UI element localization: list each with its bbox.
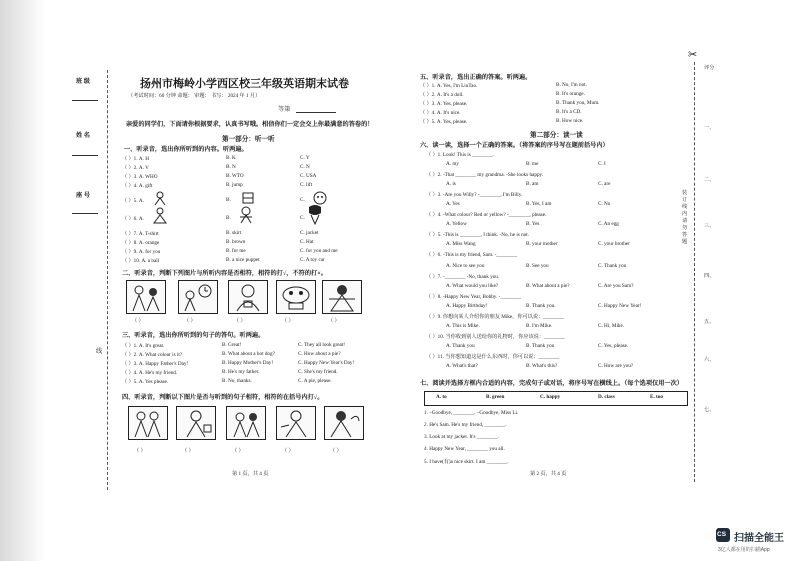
- q7-option-c: C. happy: [540, 394, 561, 400]
- q1-opt-c: C. Hat: [300, 239, 314, 245]
- q1-item-3: （ ）3. A. WHO: [122, 174, 158, 180]
- q1-opt-b: B. for me: [226, 248, 246, 254]
- q1-opt-c: C. USA: [300, 173, 317, 179]
- q1-opt-c: C. for you and me: [300, 248, 338, 254]
- exam-subtitle: （考试时间：60 分钟 命题： 审题： 书写： 2024 年 1 月）: [128, 93, 261, 99]
- q1-opt-b: B. K: [226, 155, 236, 161]
- q6-opt-a: A. Yes: [446, 201, 460, 207]
- q6-question-2: （ ）2. -That ________ my grandma. -She looks happy.: [426, 172, 544, 178]
- q4-picture-5: [324, 406, 364, 440]
- q1-item-4: （ ）4. A. gift: [122, 183, 153, 189]
- q7-option-d: D. class: [598, 394, 615, 400]
- q2-picture-4: [276, 280, 316, 314]
- q3-item-5: （ ）5. A. Yes please.: [122, 379, 169, 385]
- q1-opt-a: （ ）1. A. H: [122, 156, 149, 162]
- q6-opt-b: B. Thank you: [526, 343, 555, 349]
- q2-picture-2: [178, 280, 218, 314]
- q7-sentence-3: 3. Look at my jacket. It's ________.: [424, 434, 499, 440]
- sketch-icon: [152, 190, 168, 206]
- q1-item-6: （ ）6. A.: [122, 216, 144, 222]
- q1-opt-b: B.: [226, 197, 231, 203]
- q3-opt-b: B. He's my father.: [222, 369, 260, 375]
- q3-item-1: （ ）1. A. It's great.: [122, 343, 165, 349]
- q6-question-1: （ ）1. Look! This is ________.: [426, 152, 495, 158]
- q7-sentence-4: 4. Happy New Year, ________ you all.: [424, 446, 505, 452]
- q6-opt-a: A. Miss Wang: [446, 241, 476, 247]
- q3-item-3: （ ）3. A. Happy Father's Day!: [122, 361, 189, 367]
- q1-opt-b: B. WTO: [226, 173, 244, 179]
- scanner-badge: CS: [717, 531, 727, 538]
- q4-picture-3: [226, 406, 266, 440]
- score-label: 等第: [278, 106, 291, 113]
- q6-question-8: （ ）8. -Happy New Year, Bobby. -________: [426, 294, 522, 300]
- q2-answer-blank-1[interactable]: （ ）: [132, 318, 144, 324]
- q4-picture-4: [276, 406, 316, 440]
- q7-option-a: A. to: [436, 394, 447, 400]
- q1-opt-b: B. a nice puppet: [226, 257, 260, 263]
- q2-answer-blank-5[interactable]: （ ）: [328, 318, 340, 324]
- q6-instruction: 六、读一读，选择一个正确的答案。（将答案的序号写在题前括号内）: [420, 142, 609, 149]
- class-label: 班 级: [76, 78, 90, 85]
- score-heading: 评分: [704, 65, 715, 71]
- q6-opt-c: C. No: [598, 201, 611, 207]
- q6-opt-a: A. What's that?: [446, 363, 478, 369]
- q1-instruction: 一、听录音，选出你所听到的内容。听两遍。: [124, 146, 248, 153]
- part1-heading: 第一部分：听一听: [222, 136, 275, 143]
- q4-instruction: 四、听录音，判断以下图片是否与听到的句子相符，相符的在括号内打√。: [122, 394, 324, 401]
- q1-opt-c: C.: [300, 197, 305, 203]
- q6-question-4: （ ）4. -What colour? Red or yellow? -________, please.: [426, 212, 547, 218]
- q2-answer-blank-4[interactable]: （ ）: [282, 318, 294, 324]
- q3-opt-b: B. What about a hot dog?: [222, 351, 275, 357]
- class-blank: [72, 100, 98, 101]
- q6-question-11: （ ）11. 当你想知道这是什么东西时，你可以说：________: [426, 354, 560, 360]
- q1-item-5: （ ）5. A.: [122, 198, 144, 204]
- q4-answer-blank-4[interactable]: （ ）: [282, 448, 294, 454]
- scanner-name: 扫描全能王: [734, 533, 784, 544]
- q5-item-4: （ ）4. A. It's nice.: [420, 110, 461, 116]
- q6-opt-a: A. my: [446, 161, 459, 167]
- score-blank[interactable]: [296, 112, 336, 113]
- name-label: 姓 名: [76, 132, 90, 139]
- q2-answer-blank-2[interactable]: （ ）: [184, 318, 196, 324]
- page1-footer: 第 1 页，共 4 页: [232, 471, 269, 477]
- q7-option-b: B. green: [486, 394, 505, 400]
- q6-opt-b: B. your mother: [526, 241, 558, 247]
- q3-item-4: （ ）4. A. He's my friend.: [122, 370, 178, 376]
- q4-answer-blank-5[interactable]: （ ）: [330, 448, 342, 454]
- q6-opt-b: B. I'm Mike.: [526, 323, 553, 329]
- q6-opt-a: A. Yellow: [446, 221, 467, 227]
- q6-opt-a: A. What would you like?: [446, 283, 499, 289]
- intro-text: 亲爱的同学们，下面请你根据要求，认真书写哦。相信你们一定会交上你最满意的答卷的！: [126, 121, 374, 128]
- q5-opt-b: B. It's a CD.: [556, 109, 582, 115]
- q6-opt-b: B. Yes: [526, 221, 540, 227]
- q5-item-3: （ ）3. A. Yes, please.: [420, 101, 468, 107]
- q6-opt-a: A. Thank you: [446, 343, 475, 349]
- score-row-2: 二、: [704, 177, 715, 183]
- q6-opt-c: C. Happy New Year!: [598, 303, 642, 309]
- q6-opt-c: C. your brother: [598, 241, 630, 247]
- score-row-4: 四、: [704, 273, 715, 279]
- q1-opt-b: B.: [226, 215, 231, 221]
- scanner-tagline: 3亿人都在用的扫描App: [718, 547, 770, 553]
- q4-answer-blank-3[interactable]: （ ）: [232, 448, 244, 454]
- q4-answer-blank-2[interactable]: （ ）: [182, 448, 194, 454]
- q6-question-7: （ ）7. -________ -No, thank you.: [426, 274, 500, 280]
- q2-picture-3: [228, 280, 268, 314]
- score-row-7: 七、: [704, 407, 715, 413]
- seat-label: 座 号: [76, 192, 90, 199]
- q7-sentence-1: 1. –Goodbye, ________. –Goodbye, Miss Li.: [424, 410, 519, 416]
- score-row-6: 六、: [704, 357, 715, 363]
- fold-char: 线: [96, 348, 103, 355]
- q1-opt-c: C.: [300, 215, 305, 221]
- q1-item-7: （ ）7. A. T-shirt: [122, 231, 159, 237]
- q3-opt-b: B. Great!: [222, 342, 242, 348]
- part2-heading: 第二部分：读一读: [530, 132, 583, 139]
- q4-picture-2: [176, 406, 216, 440]
- q3-opt-c: C. A pie, please.: [298, 378, 332, 384]
- fold-line-left: [107, 70, 108, 490]
- q6-opt-c: C. are: [598, 181, 611, 187]
- q6-opt-c: C. Yes, please.: [598, 343, 629, 349]
- seat-blank: [72, 213, 98, 214]
- q6-opt-c: C. Thank you: [598, 263, 627, 269]
- scanner-watermark: [716, 528, 792, 558]
- q3-opt-c: C. She's my friend.: [298, 369, 338, 375]
- q6-question-9: （ ）9. 你想向某人介绍你的朋友 Mike，你可以说：________: [426, 314, 565, 320]
- q6-opt-a: A. This is Mike.: [446, 323, 480, 329]
- q6-opt-a: A. is: [446, 181, 456, 187]
- q3-opt-c: C. Happy New Year's Day!: [298, 360, 355, 366]
- scan-shadow: [0, 0, 46, 561]
- q5-item-1: （ ）1. A. Yes, I'm LiuTao.: [420, 83, 478, 89]
- q1-opt-b: B. skirt: [226, 230, 242, 236]
- q1-opt-b: B. N: [226, 164, 236, 170]
- q5-instruction: 五、听录音，选出正确的答案。听两遍。: [420, 74, 532, 81]
- q1-item-1: [122, 155, 149, 162]
- q1-opt-b: B. brown: [226, 239, 246, 245]
- q1-item-10: （ ）10. A. a ball: [122, 258, 160, 264]
- q1-item-9: （ ）9. A. for you: [122, 249, 161, 255]
- sketch-icon: [236, 205, 256, 225]
- q6-opt-b: B. am: [526, 181, 539, 187]
- q2-picture-5: [322, 280, 362, 314]
- score-row-5: 五、: [704, 319, 715, 325]
- q1-opt-c: C. lift: [300, 182, 313, 188]
- scissors-icon: ✂: [688, 49, 698, 61]
- q7-sentence-5: 5. I have(有)a nice skirt. I am ________.: [424, 459, 509, 465]
- q1-opt-b: B. jump: [226, 182, 243, 188]
- q6-opt-b: B. Thank you.: [526, 303, 556, 309]
- page2-footer: 第 2 页，共 4 页: [530, 471, 567, 477]
- q3-item-2: （ ）2. A. What colour is it?: [122, 352, 183, 358]
- q6-opt-a: A. Nice to see you: [446, 263, 485, 269]
- q4-answer-blank-1[interactable]: （ ）: [134, 448, 146, 454]
- q3-opt-c: C. They all look great!: [298, 342, 346, 348]
- q1-opt-c: C. N: [300, 164, 310, 170]
- q3-opt-b: B. No, thanks.: [222, 378, 252, 384]
- q6-opt-c: C. How are you?: [598, 363, 634, 369]
- q5-item-5: （ ）5. A. Yes, please.: [420, 119, 468, 125]
- q5-opt-b: B. It's orange.: [556, 91, 585, 97]
- q6-opt-c: C. Are you Sam?: [598, 283, 634, 289]
- q1-opt-c: C. Y: [300, 155, 310, 161]
- q7-instruction: 七、阅读并选择方框内合适的内容，完成句子或对话，将序号写在横线上。（每个选项仅用一次）: [420, 380, 683, 387]
- q5-opt-b: B. How nice.: [556, 118, 584, 124]
- q5-item-2: （ ）2. A. It's a doll.: [420, 92, 464, 98]
- q6-opt-b: B. What's this?: [526, 363, 558, 369]
- q6-opt-b: B. What about a pie?: [526, 283, 570, 289]
- q6-opt-b: B. See you: [526, 263, 549, 269]
- q6-question-6: （ ）6. -This is my friend, Sam. -________: [426, 252, 518, 258]
- q1-opt-c: C. jacket: [300, 230, 319, 236]
- q6-opt-a: A. Happy Birthday!: [446, 303, 488, 309]
- q3-opt-c: C. How about a pie?: [298, 351, 341, 357]
- score-row-3: 三、: [704, 223, 715, 229]
- q6-opt-b: B. me: [526, 161, 539, 167]
- q1-item-2: （ ）2. A. V: [122, 165, 149, 171]
- sketch-icon: [240, 190, 256, 206]
- binding-warning: 装订线内请勿答题: [682, 190, 688, 245]
- q1-opt-c: C. A toy car: [300, 257, 325, 263]
- q7-option-e: E. too: [650, 394, 663, 400]
- q5-opt-b: B. No, I'm not.: [556, 82, 587, 88]
- sketch-icon: [150, 206, 170, 224]
- q2-picture-1: [126, 280, 166, 314]
- q1-item-8: （ ）8. A. orange: [122, 240, 160, 246]
- q2-answer-blank-3[interactable]: （ ）: [234, 318, 246, 324]
- sketch-icon: [306, 203, 324, 225]
- q4-picture-1: [128, 406, 168, 440]
- q6-opt-c: C. I: [598, 161, 606, 167]
- q6-question-5: （ ）5. -This is ________, I think. -No, he is not.: [426, 232, 530, 238]
- q5-opt-b: B. Thank you, Mum.: [556, 100, 600, 106]
- q6-opt-b: B. Yes, I am: [526, 201, 552, 207]
- name-blank: [72, 155, 98, 156]
- exam-title: 扬州市梅岭小学西区校三年级英语期末试卷: [140, 78, 349, 90]
- q3-instruction: 三、听录音，选出你所听到的句子的答句。听两遍。: [122, 332, 265, 339]
- q3-opt-b: B. Happy Mother's Day!: [222, 360, 274, 366]
- score-row-1: 一、: [704, 125, 715, 131]
- q6-question-3: （ ）3. -Are you Willy? -________, I'm Billy.: [426, 192, 523, 198]
- q2-instruction: 二、听录音，判断下列图片与所听内容是否相符，相符的打√，不符的打×。: [122, 270, 327, 277]
- q6-opt-c: C. An egg: [598, 221, 619, 227]
- q7-sentence-2: 2. He's Sam. He's my friend, ________.: [424, 422, 507, 428]
- q6-opt-c: C. Hi, Mike.: [598, 323, 625, 329]
- q6-question-10: （ ）10. 当你收到别人送给你的礼物时，你应该说：________: [426, 334, 565, 340]
- fold-line-right: [694, 62, 695, 482]
